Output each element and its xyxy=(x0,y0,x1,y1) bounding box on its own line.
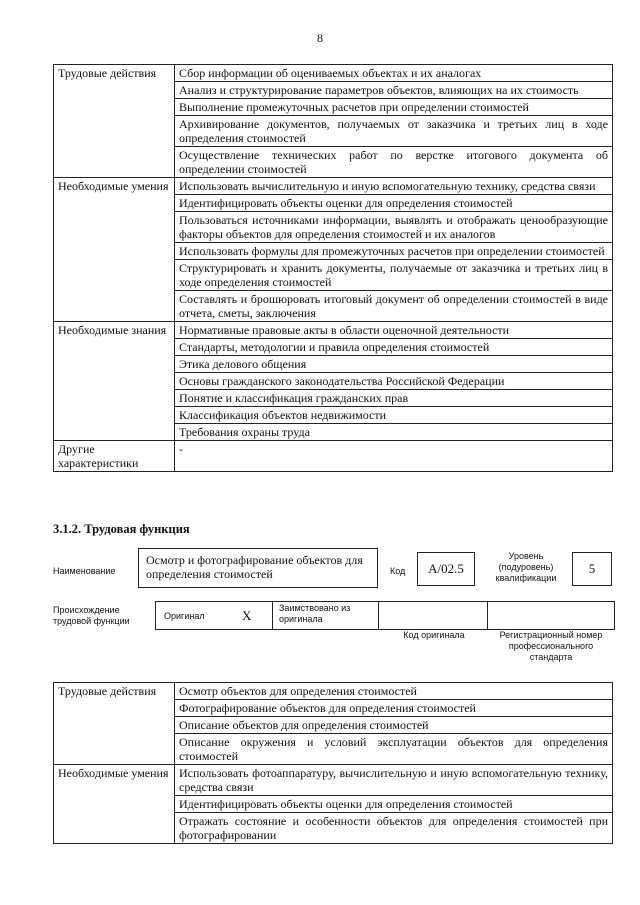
row-text: Нормативные правовые акты в области оценочной деятельности xyxy=(175,322,613,339)
row-text: Описание объектов для определения стоимостей xyxy=(175,717,613,734)
original-code-caption: Код оригинала xyxy=(403,630,465,640)
name-value: Осмотр и фотографирование объектов для определения стоимостей xyxy=(146,553,363,581)
origin-label: Происхождение трудовой функции xyxy=(53,605,130,626)
original-label: Оригинал xyxy=(164,611,205,621)
level-box xyxy=(572,552,612,586)
row-text: Этика делового общения xyxy=(175,356,613,373)
name-label: Наименование xyxy=(53,566,116,576)
row-group-label: Другие характеристики xyxy=(54,441,175,472)
level-value: 5 xyxy=(588,561,596,576)
row-group-label: Трудовые действия xyxy=(54,683,175,765)
labor-function-table-2 xyxy=(53,682,613,844)
table-row xyxy=(54,441,613,472)
origin-box xyxy=(155,601,615,630)
row-text: Осуществление технических работ по верстке итогового документа об определении стоимостей xyxy=(175,147,613,178)
code-box xyxy=(417,552,475,586)
labor-function-table-1 xyxy=(53,64,613,472)
reg-number-caption: Регистрационный номер профессионального стандарта xyxy=(499,630,603,662)
row-text: Понятие и классификация гражданских прав xyxy=(175,390,613,407)
section-title: 3.1.2. Трудовая функция xyxy=(53,522,190,536)
table-row xyxy=(54,765,613,796)
row-text: Составлять и брошюровать итоговый документ об определении стоимостей в виде отчета, сметы, заключения xyxy=(175,291,613,322)
row-text: Основы гражданского законодательства Российской Федерации xyxy=(175,373,613,390)
row-text: Стандарты, методологии и правила определения стоимостей xyxy=(175,339,613,356)
row-group-label: Необходимые умения xyxy=(54,765,175,844)
borrowed-label: Заимствовано из оригинала xyxy=(279,603,351,624)
row-text: Сбор информации об оцениваемых объектах и их аналогах xyxy=(175,65,613,82)
page-number: 8 xyxy=(317,31,323,45)
code-value: А/02.5 xyxy=(428,561,464,576)
row-text: Описание окружения и условий эксплуатации объектов для определения стоимостей xyxy=(175,734,613,765)
row-group-label: Необходимые умения xyxy=(54,178,175,322)
origin-divider-1 xyxy=(272,601,273,630)
row-group-label: Трудовые действия xyxy=(54,65,175,178)
table-row xyxy=(54,65,613,82)
table-row xyxy=(54,322,613,339)
row-text: - xyxy=(175,441,613,472)
row-group-label: Необходимые знания xyxy=(54,322,175,441)
table-row xyxy=(54,683,613,700)
row-text: Фотографирование объектов для определения стоимостей xyxy=(175,700,613,717)
row-text: Использовать вычислительную и иную вспомогательную технику, средства связи xyxy=(175,178,613,195)
level-label: Уровень (подуровень) квалификации xyxy=(495,551,557,583)
row-text: Анализ и структурирование параметров объектов, влияющих на их стоимость xyxy=(175,82,613,99)
row-text: Структурировать и хранить документы, получаемые от заказчика и третьих лиц в ходе определения стоимостей xyxy=(175,260,613,291)
row-text: Использовать формулы для промежуточных расчетов при определении стоимостей xyxy=(175,243,613,260)
row-text: Идентифицировать объекты оценки для определения стоимостей xyxy=(175,195,613,212)
original-mark: X xyxy=(242,608,252,623)
row-text: Архивирование документов, получаемых от заказчика и третьих лиц в ходе определения стоимостей xyxy=(175,116,613,147)
table-row xyxy=(54,178,613,195)
row-text: Пользоваться источниками информации, выявлять и отображать ценообразующие факторы объектов для определения стоимостей и их аналогов xyxy=(175,212,613,243)
row-text: Осмотр объектов для определения стоимостей xyxy=(175,683,613,700)
row-text: Классификация объектов недвижимости xyxy=(175,407,613,424)
row-text: Идентифицировать объекты оценки для определения стоимостей xyxy=(175,796,613,813)
origin-divider-3 xyxy=(487,601,488,630)
origin-divider-2 xyxy=(378,601,379,630)
row-text: Использовать фотоаппаратуру, вычислительную и иную вспомогательную технику, средства связи xyxy=(175,765,613,796)
row-text: Отражать состояние и особенности объектов для определения стоимостей при фотографировании xyxy=(175,813,613,844)
row-text: Выполнение промежуточных расчетов при определении стоимостей xyxy=(175,99,613,116)
name-box xyxy=(138,548,378,588)
code-label: Код xyxy=(390,566,406,576)
row-text: Требования охраны труда xyxy=(175,424,613,441)
